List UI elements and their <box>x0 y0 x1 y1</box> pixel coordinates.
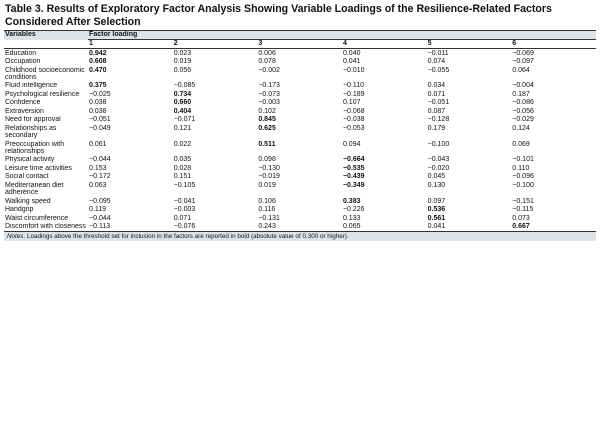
factor-header-5: 5 <box>427 40 512 49</box>
loading-cell-factor-5: 0.097 <box>427 197 446 205</box>
loading-cell-factor-5: 0.179 <box>427 124 446 132</box>
factor-header-6: 6 <box>511 40 596 49</box>
variable-cell: Extraversion <box>5 107 44 115</box>
loading-cell-factor-5: −0.055 <box>427 66 450 74</box>
loading-cell-factor-4: 0.041 <box>342 58 361 65</box>
variable-cell: Waist circumference <box>5 214 69 222</box>
table-row <box>4 214 596 223</box>
loading-cell-factor-3: 0.845 <box>258 116 276 124</box>
variable-cell: Discomfort with closeness <box>4 223 88 232</box>
variable-cell: Childhood socioeconomic conditions <box>5 66 85 81</box>
loading-cell-factor-1: 0.608 <box>89 58 107 65</box>
table-row <box>4 173 596 182</box>
variable-cell: Preoccupation with relationships <box>5 140 65 156</box>
header-row-factors <box>4 40 596 49</box>
loading-cell-factor-6: 0.073 <box>512 214 530 222</box>
table-row <box>4 140 596 156</box>
loading-cell-factor-3: −0.173 <box>258 82 280 90</box>
variable-cell: Physical activity <box>5 156 55 164</box>
loading-cell-factor-1: 0.153 <box>89 164 107 172</box>
table-row <box>4 206 596 215</box>
loading-cell-factor-1: 0.038 <box>89 107 107 115</box>
loading-cell-factor-4: −0.349 <box>342 181 365 189</box>
factor-header-2: 2 <box>173 40 258 49</box>
loading-cell-factor-2: −0.085 <box>173 82 196 90</box>
loading-cell-factor-3: 0.078 <box>258 58 276 65</box>
loading-cell-factor-5: −0.051 <box>427 99 450 107</box>
loading-cell-factor-2: 0.404 <box>173 107 192 115</box>
table-row <box>4 90 596 99</box>
loading-cell-factor-2: 0.022 <box>173 140 192 148</box>
loading-cell-factor-3: −0.002 <box>258 66 280 74</box>
loading-cell-factor-3: −0.003 <box>258 99 280 107</box>
loading-cell-factor-4: −0.535 <box>342 164 365 172</box>
loading-cell-factor-3: 0.019 <box>258 181 276 189</box>
loading-cell-factor-2: 0.023 <box>173 49 192 57</box>
loading-cell-factor-4: 0.107 <box>342 99 361 107</box>
loading-cell-factor-6: −0.097 <box>512 58 534 65</box>
loading-cell-factor-4: −0.226 <box>342 206 365 214</box>
loading-cell-factor-2: 0.056 <box>173 66 192 74</box>
loading-cell-factor-4: 0.094 <box>342 140 361 148</box>
factor-loading-table <box>4 30 596 241</box>
loading-cell-factor-4: 0.040 <box>342 49 361 57</box>
table-row <box>4 181 596 197</box>
table-row <box>4 82 596 91</box>
variable-cell: Relationships as secondary <box>5 124 57 140</box>
loading-cell-factor-6: −0.096 <box>512 173 534 181</box>
loading-cell-factor-4: −0.664 <box>342 156 365 164</box>
loading-cell-factor-1: −0.044 <box>89 214 111 222</box>
table-row <box>4 66 596 82</box>
table-row <box>4 49 596 58</box>
loading-cell-factor-1: −0.025 <box>89 90 111 98</box>
loading-cell-factor-2: 0.734 <box>173 90 192 98</box>
loading-cell-factor-1: 0.038 <box>89 99 107 107</box>
loading-cell-factor-3: 0.625 <box>258 124 276 132</box>
loading-cell-factor-1: −0.049 <box>89 124 111 132</box>
loading-cell-factor-1: −0.113 <box>88 223 173 232</box>
loading-cell-factor-3: 0.116 <box>258 206 276 214</box>
loading-cell-factor-1: −0.095 <box>89 197 111 205</box>
loading-cell-factor-4: 0.065 <box>342 223 427 232</box>
loading-cell-factor-3: 0.106 <box>258 197 276 205</box>
table-row <box>4 164 596 173</box>
loading-cell-factor-5: 0.561 <box>427 214 446 222</box>
table-row <box>4 124 596 140</box>
loading-cell-factor-6: 0.064 <box>512 66 530 74</box>
loading-cell-factor-1: 0.942 <box>89 49 107 57</box>
loading-cell-factor-4: −0.110 <box>342 82 365 90</box>
loading-cell-factor-3: −0.019 <box>258 173 280 181</box>
loading-cell-factor-6: −0.115 <box>512 206 534 214</box>
loading-cell-factor-2: 0.019 <box>173 58 192 65</box>
factor-header-4: 4 <box>342 40 427 49</box>
table-row <box>4 116 596 125</box>
loading-cell-factor-1: −0.044 <box>89 156 111 164</box>
loading-cell-factor-4: −0.189 <box>342 90 365 98</box>
loading-cell-factor-5: 0.045 <box>427 173 446 181</box>
loading-cell-factor-6: −0.056 <box>512 107 534 115</box>
loading-cell-factor-6: 0.124 <box>512 124 530 132</box>
loading-cell-factor-1: 0.375 <box>89 82 107 90</box>
loading-cell-factor-6: −0.004 <box>512 82 534 90</box>
loading-cell-factor-2: 0.035 <box>173 156 192 164</box>
loading-cell-factor-1: −0.172 <box>89 173 111 181</box>
note-text: Loadings above the threshold set for inclusion in the factors are reported in bold (absolute value of 0.300 or higher). <box>25 233 349 241</box>
loading-cell-factor-6: −0.069 <box>512 49 534 57</box>
loading-cell-factor-3: −0.130 <box>258 164 280 172</box>
loading-cell-factor-6: −0.151 <box>512 197 534 205</box>
variable-cell: Occupation <box>5 58 41 65</box>
variable-cell: Social contact <box>5 173 49 181</box>
loading-cell-factor-3: 0.243 <box>257 223 342 232</box>
table-note <box>4 232 596 242</box>
loading-cell-factor-1: 0.119 <box>89 206 107 214</box>
loading-cell-factor-6: −0.086 <box>512 99 534 107</box>
note-label: Notes. <box>7 233 26 241</box>
factor-header-1: 1 <box>88 40 173 49</box>
table-body <box>4 49 596 232</box>
loading-cell-factor-2: −0.003 <box>173 206 196 214</box>
variable-cell: Education <box>5 49 37 57</box>
factor-loading-header: Factor loading <box>88 31 596 40</box>
variable-cell: Need for approval <box>5 116 61 124</box>
loading-cell-factor-2: −0.041 <box>173 197 196 205</box>
table-row <box>4 156 596 165</box>
variable-cell: Handgrip <box>5 206 34 214</box>
header-row-group <box>4 31 596 40</box>
table-title: Table 3. Results of Exploratory Factor Analysis Showing Variable Loadings of the Resilience-Related Factors Considered After Selection <box>5 3 552 28</box>
loading-cell-factor-3: 0.006 <box>258 49 276 57</box>
loading-cell-factor-5: 0.034 <box>427 82 446 90</box>
loading-cell-factor-4: 0.383 <box>342 197 361 205</box>
variable-cell: Walking speed <box>5 197 51 205</box>
loading-cell-factor-5: −0.128 <box>427 116 450 124</box>
loading-cell-factor-1: −0.051 <box>89 116 111 124</box>
loading-cell-factor-6: 0.187 <box>512 90 530 98</box>
loading-cell-factor-6: −0.101 <box>512 156 534 164</box>
table-row <box>4 107 596 116</box>
loading-cell-factor-5: −0.100 <box>427 140 450 148</box>
factor-header-3: 3 <box>257 40 342 49</box>
loading-cell-factor-5: −0.020 <box>427 164 450 172</box>
table-note-row <box>4 232 596 242</box>
table-row <box>4 197 596 206</box>
loading-cell-factor-3: 0.511 <box>258 140 276 148</box>
loading-cell-factor-3: 0.098 <box>258 156 276 164</box>
loading-cell-factor-2: 0.660 <box>173 99 192 107</box>
loading-cell-factor-2: 0.121 <box>173 124 192 132</box>
loading-cell-factor-5: −0.011 <box>427 49 449 57</box>
loading-cell-factor-4: −0.439 <box>342 173 365 181</box>
loading-cell-factor-2: −0.076 <box>173 223 258 232</box>
loading-cell-factor-4: −0.010 <box>342 66 365 74</box>
loading-cell-factor-2: −0.071 <box>173 116 196 124</box>
loading-cell-factor-4: −0.053 <box>342 124 365 132</box>
table-row <box>4 58 596 67</box>
loading-cell-factor-6: 0.110 <box>512 164 530 172</box>
loading-cell-factor-5: 0.087 <box>427 107 446 115</box>
loading-cell-factor-2: 0.028 <box>173 164 192 172</box>
loading-cell-factor-5: −0.043 <box>427 156 450 164</box>
table-row <box>4 99 596 108</box>
loading-cell-factor-2: −0.105 <box>173 181 196 189</box>
loading-cell-factor-1: 0.061 <box>89 140 107 148</box>
variable-cell: Psychological resilience <box>5 90 80 98</box>
loading-cell-factor-3: −0.131 <box>258 214 280 222</box>
loading-cell-factor-6: −0.100 <box>512 181 534 189</box>
loading-cell-factor-6: −0.029 <box>512 116 534 124</box>
loading-cell-factor-2: 0.071 <box>173 214 192 222</box>
loading-cell-factor-4: −0.068 <box>342 107 365 115</box>
loading-cell-factor-5: 0.041 <box>427 223 512 232</box>
loading-cell-factor-1: 0.470 <box>89 66 107 74</box>
variables-header: Variables <box>4 31 88 40</box>
loading-cell-factor-2: 0.151 <box>173 173 192 181</box>
loading-cell-factor-6: 0.667 <box>511 223 596 232</box>
variable-cell: Confidence <box>5 99 41 107</box>
loading-cell-factor-5: 0.074 <box>427 58 446 65</box>
loading-cell-factor-3: 0.102 <box>258 107 276 115</box>
loading-cell-factor-3: −0.073 <box>258 90 280 98</box>
variable-cell: Mediterranean diet adherence <box>5 181 64 197</box>
loading-cell-factor-5: 0.071 <box>427 90 446 98</box>
loading-cell-factor-4: −0.038 <box>342 116 365 124</box>
loading-cell-factor-5: 0.130 <box>427 181 446 189</box>
variable-cell: Fluid intelligence <box>5 82 58 90</box>
variable-cell: Leisure time activities <box>5 164 72 172</box>
loading-cell-factor-1: 0.063 <box>89 181 107 189</box>
loading-cell-factor-6: 0.069 <box>512 140 530 148</box>
loading-cell-factor-4: 0.133 <box>342 214 361 222</box>
variables-header-spacer <box>4 40 88 49</box>
loading-cell-factor-5: 0.536 <box>427 206 446 214</box>
table-row <box>4 223 596 232</box>
